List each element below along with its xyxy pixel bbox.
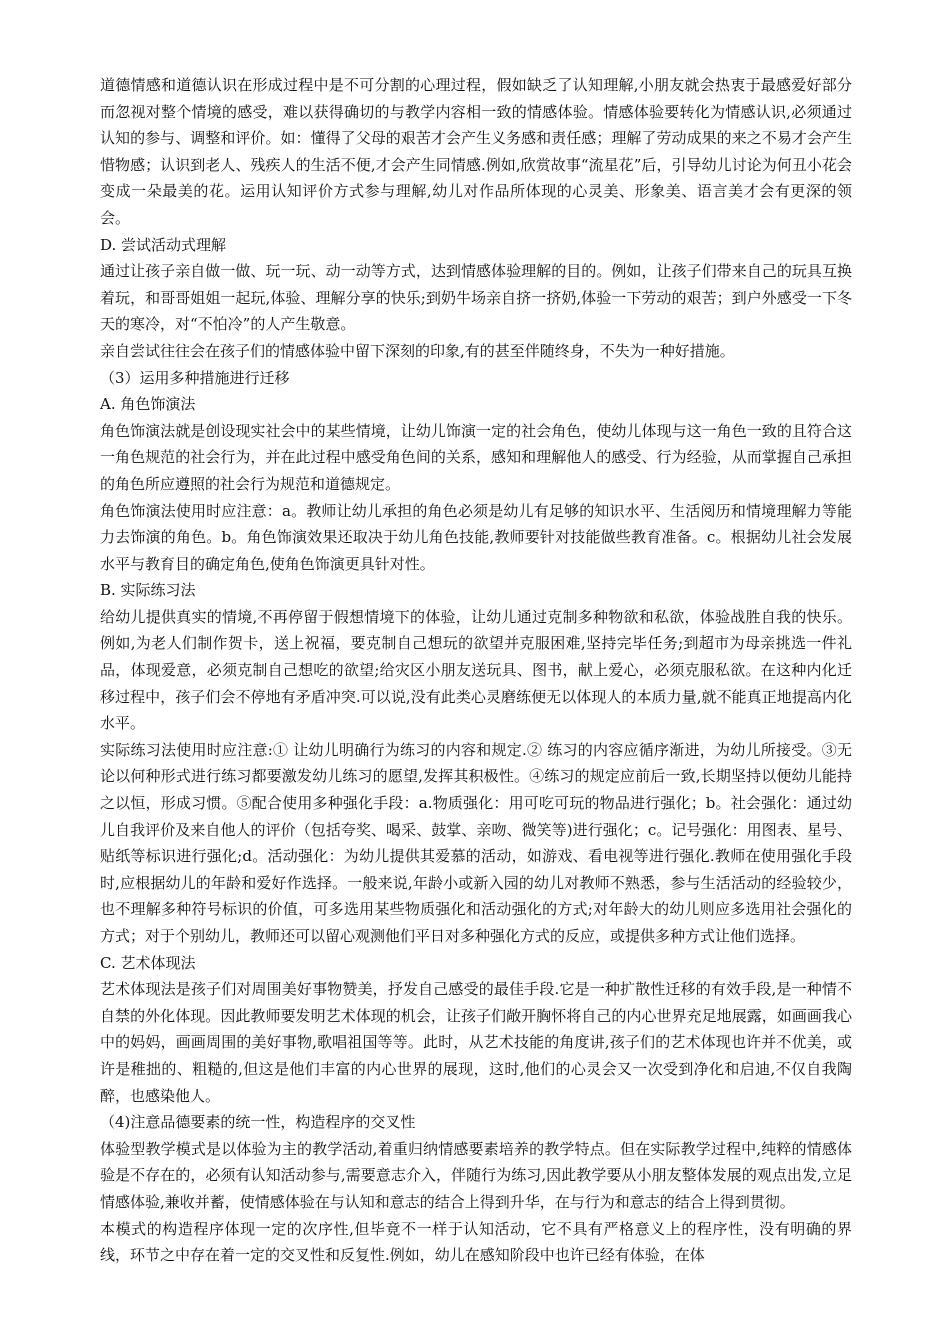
heading-3-transfer: （3）运用多种措施进行迁移: [100, 368, 290, 387]
paragraph-experiential-model: 体验型教学模式是以体验为主的教学活动,着重归纳情感要素培养的教学特点。但在实际教学过程中,纯粹的情感体验是不存在的，必须有认知活动参与,需要意志介入，伴随行为练习,因此教学要从小朋友整体发展的观点出发,立足情感体验,兼收并蓄，使情感体验在与认知和意志的结合上得到升华，在与行为和意志的结合上得到贯彻。: [100, 1139, 852, 1211]
paragraph-practice-definition: 给幼儿提供真实的情境,不再停留于假想情境下的体验，让幼儿通过克制多种物欲和私欲，体验战胜自我的快乐。例如,为老人们制作贺卡，送上祝福，要克制自己想玩的欲望并克服困难,坚持完毕任务;到超市为母亲挑选一件礼品，体现爱意，必须克制自己想吃的欲望;给灾区小朋友送玩具、图书，献上爱心，必须克服私欲。在这种内化迁移过程中，孩子们会不停地有矛盾冲突.可以说,没有此类心灵磨练便无以体现人的本质力量,就不能真正地提高内化水平。: [100, 607, 852, 733]
heading-c-art-expression: C. 艺术体现法: [100, 953, 196, 972]
paragraph-art-expression: 艺术体现法是孩子们对周围美好事物赞美，抒发自己感受的最佳手段.它是一种扩散性迁移的有效手段,是一种情不自禁的外化体现。因此教师要发明艺术体现的机会，让孩子们敞开胸怀将自己的内心世界充足地展露，如画画我心中的妈妈，画画周围的美好事物,歌唱祖国等等。此时，从艺术技能的角度讲,孩子们的艺术体现也许并不优美，或许是稚拙的、粗糙的,但这是他们丰富的内心世界的展现，这时,他们的心灵会又一次受到净化和启迪,不仅自我陶醉，也感染他人。: [100, 980, 852, 1105]
paragraph-trial-activity: 通过让孩子亲自做一做、玩一玩、动一动等方式，达到情感体验理解的目的。例如，让孩子们带来自己的玩具互换着玩，和哥哥姐姐一起玩,体验、理解分享的快乐;到奶牛场亲自挤一挤奶,体验一下劳动的艰苦；到户外感受一下冬天的寒冷，对“不怕冷”的人产生敬意。: [100, 262, 852, 334]
paragraph-role-play-definition: 角色饰演法就是创设现实社会中的某些情境，让幼儿饰演一定的社会角色，使幼儿体现与这一角色一致的且符合这一角色规范的社会行为，并在此过程中感受角色间的关系，感知和理解他人的感受、行为经验，从而掌握自己承担的角色所应遵照的社会行为规范和道德规定。: [100, 421, 852, 493]
paragraph-model-sequence: 本模式的构造程序体现一定的次序性,但毕竟不一样于认知活动，它不具有严格意义上的程序性，没有明确的界线，环节之中存在着一定的交叉性和反复性.例如，幼儿在感知阶段中也许已经有体验，在体: [100, 1219, 852, 1265]
heading-b-practice: B. 实际练习法: [100, 581, 196, 600]
heading-a-role-play: A. 角色饰演法: [100, 395, 196, 414]
paragraph-cognitive-evaluation: 道德情感和道德认识在形成过程中是不可分割的心理过程，假如缺乏了认知理解,小朋友就会热衷于最感爱好部分而忽视对整个情境的感受，难以获得确切的与教学内容相一致的情感体验。情感体验要转化为情感认识,必须通过认知的参与、调整和评价。如：懂得了父母的艰苦才会产生义务感和责任感；理解了劳动成果的来之不易才会产生惜物感；认识到老人、残疾人的生活不便,才会产生同情感.例如,欣赏故事“流星花”后，引导幼儿讨论为何丑小花会变成一朵最美的花。运用认知评价方式参与理解,幼儿对作品所体现的心灵美、形象美、语言美才会有更深的领会。: [100, 76, 852, 227]
heading-d-trial-activity: D. 尝试活动式理解: [100, 235, 227, 254]
paragraph-trial-impression: 亲自尝试往往会在孩子们的情感体验中留下深刻的印象,有的甚至伴随终身，不失为一种好措施。: [100, 341, 735, 360]
document-page: [100, 72, 852, 1269]
paragraph-practice-notes: 实际练习法使用时应注意:① 让幼儿明确行为练习的内容和规定.② 练习的内容应循序渐进，为幼儿所接受。③无论以何种形式进行练习都要激发幼儿练习的愿望,发挥其积极性。④练习的规定应前后一致,长期坚持以便幼儿能持之以恒，形成习惯。⑤配合使用多种强化手段：a.物质强化：用可吃可玩的物品进行强化；b。社会强化：通过幼儿自我评价及来自他人的评价（包括夸奖、喝采、鼓掌、亲吻、微笑等)进行强化；c。记号强化：用图表、星号、贴纸等标识进行强化;d。活动强化：为幼儿提供其爱慕的活动，如游戏、看电视等进行强化.教师在使用强化手段时,应根据幼儿的年龄和爱好作选择。一般来说,年龄小或新入园的幼儿对教师不熟悉，参与生活活动的经验较少，也不理解多种符号标识的价值，可多选用某些物质强化和活动强化的方式;对年龄大的幼儿则应多选用社会强化的方式；对于个别幼儿，教师还可以留心观测他们平日对多种强化方式的反应，或提供多种方式让他们选择。: [100, 740, 852, 945]
heading-4-unity: （4)注意品德要素的统一性，构造程序的交叉性: [100, 1113, 416, 1132]
paragraph-role-play-notes: 角色饰演法使用时应注意：a。教师让幼儿承担的角色必须是幼儿有足够的知识水平、生活阅历和情境理解力等能力去饰演的角色。b。角色饰演效果还取决于幼儿角色技能,教师要针对技能做些教育准备。c。根据幼儿社会发展水平与教育目的确定角色,使角色饰演更具针对性。: [100, 501, 852, 573]
